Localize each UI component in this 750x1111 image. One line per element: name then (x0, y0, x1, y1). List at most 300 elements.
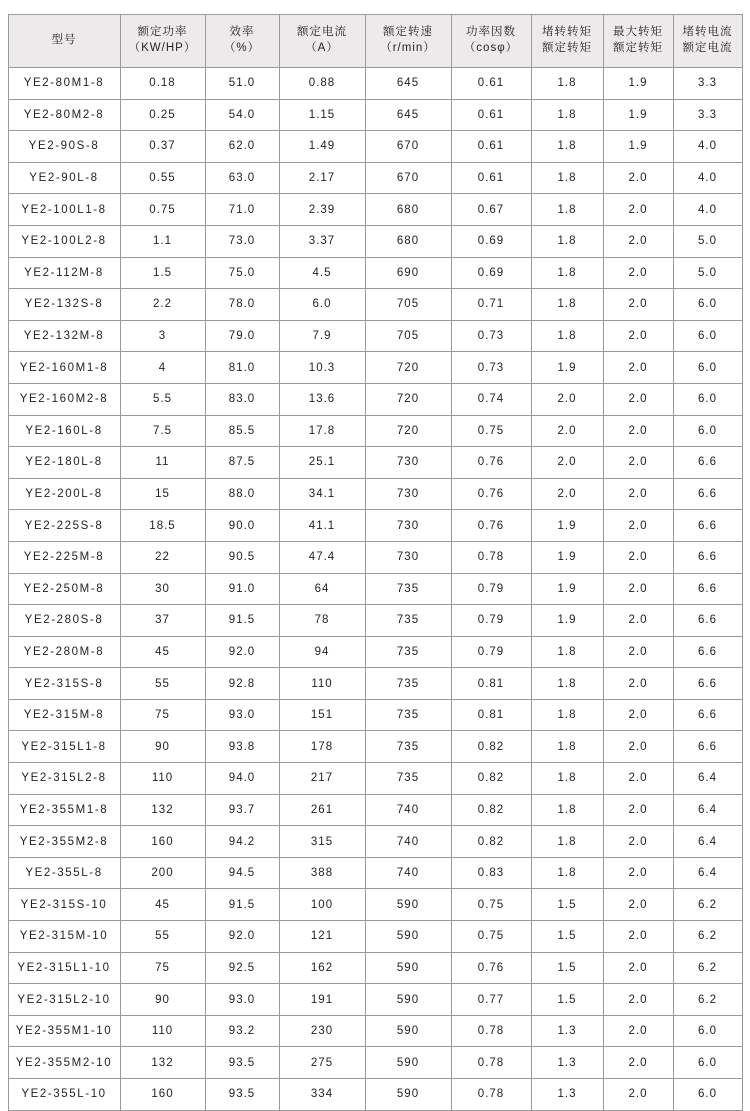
cell-value: 160 (120, 826, 205, 858)
table-row (8, 857, 742, 889)
cell-value: 17.8 (279, 415, 365, 447)
cell-value: 54.0 (205, 99, 279, 131)
table-row (8, 573, 742, 605)
cell-value: 1.5 (531, 921, 603, 953)
cell-value: 735 (365, 605, 451, 637)
cell-value: 93.0 (205, 984, 279, 1016)
table-row (8, 257, 742, 289)
cell-model: YE2-315L1-10 (8, 952, 120, 984)
cell-value: 93.8 (205, 731, 279, 763)
column-header-line1: 功率因数 (466, 26, 516, 39)
cell-value: 1.8 (531, 794, 603, 826)
cell-value: 6.6 (673, 541, 742, 573)
cell-model: YE2-315L1-8 (8, 731, 120, 763)
cell-value: 5.5 (120, 383, 205, 415)
cell-value: 2.0 (603, 826, 673, 858)
cell-value: 91.0 (205, 573, 279, 605)
cell-model: YE2-355M2-10 (8, 1047, 120, 1079)
cell-value: 2.0 (603, 921, 673, 953)
cell-model: YE2-280S-8 (8, 605, 120, 637)
cell-value: 0.75 (451, 415, 531, 447)
cell-value: 2.0 (603, 447, 673, 479)
table-row (8, 478, 742, 510)
cell-value: 0.76 (451, 510, 531, 542)
cell-value: 735 (365, 731, 451, 763)
cell-value: 720 (365, 415, 451, 447)
cell-model: YE2-112M-8 (8, 257, 120, 289)
cell-value: 1.5 (531, 889, 603, 921)
cell-value: 191 (279, 984, 365, 1016)
column-header-line1: 堵转电流 (682, 26, 733, 39)
cell-value: 94.0 (205, 763, 279, 795)
cell-value: 1.8 (531, 826, 603, 858)
cell-value: 0.79 (451, 605, 531, 637)
cell-value: 6.6 (673, 731, 742, 763)
cell-value: 92.0 (205, 921, 279, 953)
cell-value: 0.73 (451, 352, 531, 384)
cell-value: 690 (365, 257, 451, 289)
cell-value: 18.5 (120, 510, 205, 542)
table-row (8, 320, 742, 352)
cell-value: 0.81 (451, 699, 531, 731)
cell-value: 217 (279, 763, 365, 795)
cell-value: 0.61 (451, 131, 531, 163)
cell-value: 1.9 (603, 99, 673, 131)
cell-model: YE2-225M-8 (8, 541, 120, 573)
table-row (8, 1015, 742, 1047)
cell-value: 0.82 (451, 731, 531, 763)
cell-value: 6.0 (673, 415, 742, 447)
cell-value: 37 (120, 605, 205, 637)
column-header-line1: 额定功率 (137, 26, 188, 39)
cell-value: 92.0 (205, 636, 279, 668)
cell-value: 200 (120, 857, 205, 889)
cell-model: YE2-160M2-8 (8, 383, 120, 415)
cell-value: 2.0 (603, 225, 673, 257)
cell-value: 0.78 (451, 1047, 531, 1079)
cell-model: YE2-80M1-8 (8, 68, 120, 100)
table-row (8, 921, 742, 953)
column-header-line1: 额定转速 (383, 26, 433, 39)
cell-value: 83.0 (205, 383, 279, 415)
table-row (8, 763, 742, 795)
cell-value: 64 (279, 573, 365, 605)
table-row (8, 225, 742, 257)
cell-value: 2.0 (603, 478, 673, 510)
cell-value: 3.3 (673, 99, 742, 131)
cell-value: 1.8 (531, 636, 603, 668)
cell-model: YE2-90L-8 (8, 162, 120, 194)
cell-value: 93.0 (205, 699, 279, 731)
cell-value: 110 (279, 668, 365, 700)
cell-value: 0.75 (120, 194, 205, 226)
cell-value: 94 (279, 636, 365, 668)
cell-model: YE2-315S-10 (8, 889, 120, 921)
column-header-line1: 效率 (229, 26, 255, 39)
cell-value: 25.1 (279, 447, 365, 479)
cell-value: 132 (120, 794, 205, 826)
cell-value: 13.6 (279, 383, 365, 415)
cell-value: 730 (365, 510, 451, 542)
cell-value: 2.0 (603, 289, 673, 321)
cell-value: 2.2 (120, 289, 205, 321)
cell-value: 670 (365, 162, 451, 194)
cell-value: 93.2 (205, 1015, 279, 1047)
table-row (8, 99, 742, 131)
cell-value: 2.0 (603, 415, 673, 447)
cell-value: 590 (365, 921, 451, 953)
cell-value: 7.9 (279, 320, 365, 352)
cell-value: 110 (120, 1015, 205, 1047)
cell-model: YE2-355M1-8 (8, 794, 120, 826)
cell-value: 110 (120, 763, 205, 795)
cell-model: YE2-355L-8 (8, 857, 120, 889)
cell-value: 11 (120, 447, 205, 479)
cell-value: 6.4 (673, 794, 742, 826)
cell-value: 0.88 (279, 68, 365, 100)
cell-value: 1.8 (531, 99, 603, 131)
cell-model: YE2-355M2-8 (8, 826, 120, 858)
cell-value: 1.3 (531, 1047, 603, 1079)
cell-value: 6.0 (673, 1015, 742, 1047)
column-header-line1: 型号 (51, 34, 77, 47)
cell-value: 1.8 (531, 257, 603, 289)
cell-value: 2.0 (603, 857, 673, 889)
column-header-line2: （r/min） (380, 42, 436, 54)
cell-value: 1.9 (531, 573, 603, 605)
cell-value: 7.5 (120, 415, 205, 447)
cell-value: 0.37 (120, 131, 205, 163)
cell-value: 81.0 (205, 352, 279, 384)
cell-value: 41.1 (279, 510, 365, 542)
cell-value: 91.5 (205, 889, 279, 921)
cell-value: 740 (365, 794, 451, 826)
table-row (8, 352, 742, 384)
cell-value: 740 (365, 826, 451, 858)
column-header-1 (120, 15, 205, 68)
cell-value: 0.79 (451, 573, 531, 605)
cell-value: 1.8 (531, 289, 603, 321)
cell-value: 0.55 (120, 162, 205, 194)
cell-value: 730 (365, 541, 451, 573)
cell-value: 0.82 (451, 763, 531, 795)
column-header-line2: （cosφ） (463, 42, 519, 54)
cell-value: 2.17 (279, 162, 365, 194)
column-header-3 (279, 15, 365, 68)
cell-value: 2.0 (603, 320, 673, 352)
cell-value: 0.71 (451, 289, 531, 321)
cell-value: 2.0 (603, 636, 673, 668)
table-row (8, 889, 742, 921)
cell-value: 160 (120, 1079, 205, 1111)
cell-value: 63.0 (205, 162, 279, 194)
cell-value: 0.78 (451, 1079, 531, 1111)
cell-value: 75 (120, 952, 205, 984)
table-row (8, 541, 742, 573)
table-row (8, 826, 742, 858)
cell-value: 735 (365, 573, 451, 605)
cell-value: 6.0 (673, 383, 742, 415)
cell-value: 735 (365, 699, 451, 731)
column-header-line2: 额定电流 (682, 42, 733, 54)
cell-model: YE2-160L-8 (8, 415, 120, 447)
table-row (8, 1079, 742, 1111)
cell-value: 0.73 (451, 320, 531, 352)
cell-value: 92.5 (205, 952, 279, 984)
cell-value: 0.61 (451, 99, 531, 131)
cell-value: 93.5 (205, 1047, 279, 1079)
table-row (8, 668, 742, 700)
cell-value: 45 (120, 889, 205, 921)
cell-value: 2.0 (603, 257, 673, 289)
column-header-4 (365, 15, 451, 68)
cell-value: 6.6 (673, 447, 742, 479)
cell-model: YE2-315L2-8 (8, 763, 120, 795)
cell-value: 0.81 (451, 668, 531, 700)
cell-value: 6.0 (673, 320, 742, 352)
cell-value: 94.2 (205, 826, 279, 858)
cell-value: 2.0 (603, 794, 673, 826)
cell-value: 0.75 (451, 921, 531, 953)
cell-value: 93.7 (205, 794, 279, 826)
column-header-line1: 额定电流 (297, 26, 347, 39)
cell-value: 121 (279, 921, 365, 953)
cell-value: 230 (279, 1015, 365, 1047)
cell-value: 78 (279, 605, 365, 637)
cell-value: 720 (365, 352, 451, 384)
cell-value: 62.0 (205, 131, 279, 163)
cell-value: 0.18 (120, 68, 205, 100)
cell-value: 1.9 (531, 352, 603, 384)
cell-value: 6.4 (673, 857, 742, 889)
cell-value: 1.8 (531, 68, 603, 100)
cell-value: 740 (365, 857, 451, 889)
cell-value: 2.0 (531, 415, 603, 447)
column-header-8 (673, 15, 742, 68)
cell-value: 645 (365, 68, 451, 100)
cell-value: 1.8 (531, 731, 603, 763)
cell-value: 2.0 (603, 383, 673, 415)
cell-value: 4 (120, 352, 205, 384)
cell-value: 590 (365, 1047, 451, 1079)
cell-value: 670 (365, 131, 451, 163)
cell-value: 730 (365, 447, 451, 479)
table-row (8, 699, 742, 731)
column-header-line2: （KW/HP） (128, 42, 197, 54)
table-row (8, 68, 742, 100)
column-header-line2: 额定转矩 (542, 42, 592, 54)
cell-value: 1.5 (120, 257, 205, 289)
cell-value: 1.8 (531, 763, 603, 795)
cell-value: 2.0 (603, 952, 673, 984)
cell-value: 261 (279, 794, 365, 826)
column-header-7 (603, 15, 673, 68)
cell-model: YE2-132S-8 (8, 289, 120, 321)
cell-value: 151 (279, 699, 365, 731)
cell-value: 1.8 (531, 699, 603, 731)
cell-value: 5.0 (673, 225, 742, 257)
cell-model: YE2-315M-10 (8, 921, 120, 953)
column-header-0 (8, 15, 120, 68)
cell-value: 680 (365, 194, 451, 226)
table-row (8, 1047, 742, 1079)
cell-value: 1.8 (531, 857, 603, 889)
cell-value: 15 (120, 478, 205, 510)
cell-value: 73.0 (205, 225, 279, 257)
cell-value: 680 (365, 225, 451, 257)
cell-value: 3.37 (279, 225, 365, 257)
cell-value: 590 (365, 952, 451, 984)
cell-value: 735 (365, 763, 451, 795)
cell-value: 2.0 (603, 763, 673, 795)
cell-value: 2.0 (603, 605, 673, 637)
cell-value: 2.0 (603, 889, 673, 921)
cell-value: 1.8 (531, 225, 603, 257)
cell-value: 705 (365, 289, 451, 321)
cell-model: YE2-100L2-8 (8, 225, 120, 257)
cell-value: 78.0 (205, 289, 279, 321)
cell-value: 1.9 (531, 541, 603, 573)
cell-value: 275 (279, 1047, 365, 1079)
cell-value: 4.0 (673, 194, 742, 226)
cell-value: 730 (365, 478, 451, 510)
cell-value: 90 (120, 731, 205, 763)
cell-value: 6.6 (673, 605, 742, 637)
cell-value: 178 (279, 731, 365, 763)
cell-value: 6.2 (673, 984, 742, 1016)
cell-model: YE2-200L-8 (8, 478, 120, 510)
cell-model: YE2-315M-8 (8, 699, 120, 731)
cell-value: 2.0 (603, 162, 673, 194)
cell-value: 0.77 (451, 984, 531, 1016)
cell-value: 90 (120, 984, 205, 1016)
cell-value: 2.0 (603, 352, 673, 384)
cell-value: 6.0 (279, 289, 365, 321)
cell-model: YE2-90S-8 (8, 131, 120, 163)
cell-value: 88.0 (205, 478, 279, 510)
cell-value: 705 (365, 320, 451, 352)
cell-value: 90.5 (205, 541, 279, 573)
cell-value: 2.0 (603, 1047, 673, 1079)
cell-value: 315 (279, 826, 365, 858)
cell-value: 0.83 (451, 857, 531, 889)
table-row (8, 731, 742, 763)
cell-value: 6.0 (673, 1047, 742, 1079)
cell-value: 75 (120, 699, 205, 731)
cell-value: 720 (365, 383, 451, 415)
cell-model: YE2-160M1-8 (8, 352, 120, 384)
motor-specification-table (8, 14, 743, 1111)
cell-value: 6.2 (673, 952, 742, 984)
cell-value: 2.0 (603, 573, 673, 605)
column-header-line1: 堵转转矩 (542, 26, 592, 39)
cell-value: 0.82 (451, 794, 531, 826)
cell-value: 6.0 (673, 352, 742, 384)
cell-value: 55 (120, 921, 205, 953)
cell-model: YE2-80M2-8 (8, 99, 120, 131)
cell-value: 590 (365, 984, 451, 1016)
cell-value: 2.0 (531, 447, 603, 479)
cell-value: 0.76 (451, 952, 531, 984)
cell-value: 45 (120, 636, 205, 668)
cell-value: 0.76 (451, 447, 531, 479)
cell-value: 590 (365, 1079, 451, 1111)
cell-value: 334 (279, 1079, 365, 1111)
cell-value: 5.0 (673, 257, 742, 289)
column-header-2 (205, 15, 279, 68)
cell-value: 0.61 (451, 162, 531, 194)
table-row (8, 289, 742, 321)
cell-value: 0.61 (451, 68, 531, 100)
cell-value: 2.0 (603, 731, 673, 763)
cell-value: 2.0 (603, 510, 673, 542)
cell-model: YE2-280M-8 (8, 636, 120, 668)
table-row (8, 510, 742, 542)
cell-model: YE2-180L-8 (8, 447, 120, 479)
cell-value: 75.0 (205, 257, 279, 289)
cell-value: 2.0 (603, 541, 673, 573)
cell-value: 1.49 (279, 131, 365, 163)
cell-value: 0.69 (451, 225, 531, 257)
cell-value: 1.5 (531, 984, 603, 1016)
table-row (8, 383, 742, 415)
cell-value: 6.6 (673, 510, 742, 542)
column-header-line2: 额定转矩 (613, 42, 663, 54)
cell-value: 1.15 (279, 99, 365, 131)
cell-value: 735 (365, 636, 451, 668)
cell-value: 1.3 (531, 1015, 603, 1047)
cell-value: 6.2 (673, 921, 742, 953)
cell-value: 0.25 (120, 99, 205, 131)
cell-value: 0.78 (451, 1015, 531, 1047)
cell-value: 0.75 (451, 889, 531, 921)
cell-value: 3 (120, 320, 205, 352)
cell-value: 1.9 (531, 605, 603, 637)
cell-value: 22 (120, 541, 205, 573)
cell-model: YE2-355M1-10 (8, 1015, 120, 1047)
cell-value: 6.6 (673, 478, 742, 510)
cell-value: 4.5 (279, 257, 365, 289)
cell-value: 1.5 (531, 952, 603, 984)
cell-value: 6.2 (673, 889, 742, 921)
cell-value: 0.79 (451, 636, 531, 668)
cell-value: 91.5 (205, 605, 279, 637)
column-header-line2: （A） (305, 42, 339, 54)
cell-value: 2.0 (603, 1079, 673, 1111)
table-row (8, 636, 742, 668)
cell-value: 6.6 (673, 573, 742, 605)
cell-value: 2.0 (531, 478, 603, 510)
cell-value: 71.0 (205, 194, 279, 226)
cell-value: 2.0 (603, 699, 673, 731)
table-row (8, 162, 742, 194)
cell-value: 1.8 (531, 162, 603, 194)
cell-value: 0.74 (451, 383, 531, 415)
cell-value: 2.39 (279, 194, 365, 226)
cell-value: 1.8 (531, 131, 603, 163)
cell-value: 6.6 (673, 636, 742, 668)
cell-value: 30 (120, 573, 205, 605)
table-row (8, 447, 742, 479)
cell-value: 6.4 (673, 763, 742, 795)
cell-model: YE2-250M-8 (8, 573, 120, 605)
cell-value: 1.8 (531, 320, 603, 352)
cell-model: YE2-132M-8 (8, 320, 120, 352)
column-header-6 (531, 15, 603, 68)
cell-value: 0.78 (451, 541, 531, 573)
table-row (8, 984, 742, 1016)
cell-value: 6.6 (673, 668, 742, 700)
